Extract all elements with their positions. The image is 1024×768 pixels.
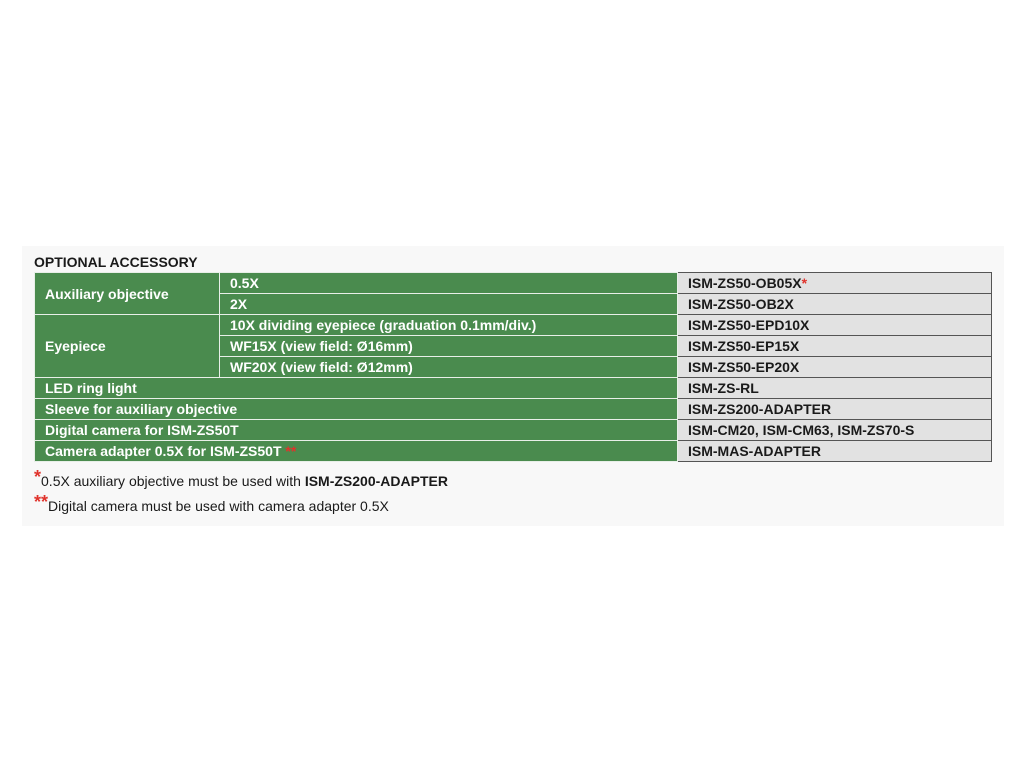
option-2x: 2X <box>220 294 678 315</box>
code-cell: ISM-ZS50-EPD10X <box>678 315 992 336</box>
row-label-led-ring-light: LED ring light <box>35 378 678 399</box>
footnote-bold-code: ISM-ZS200-ADAPTER <box>304 473 448 489</box>
asterisk-mark: * <box>801 275 808 291</box>
accessory-table <box>34 272 992 462</box>
code-cell: ISM-ZS50-EP20X <box>678 357 992 378</box>
code-cell: ISM-ZS50-OB2X <box>678 294 992 315</box>
double-asterisk-mark: ** <box>34 492 49 512</box>
footnote-1 <box>34 467 448 491</box>
table-row <box>35 441 992 462</box>
row-label-sleeve: Sleeve for auxiliary objective <box>35 399 678 420</box>
code-cell: ISM-ZS-RL <box>678 378 992 399</box>
asterisk-mark: * <box>34 467 42 487</box>
option-0.5x: 0.5X <box>220 273 678 294</box>
row-label-auxiliary-objective: Auxiliary objective <box>35 273 220 315</box>
option-wf20x: WF20X (view field: Ø12mm) <box>220 357 678 378</box>
table-row <box>35 420 992 441</box>
code-cell: ISM-ZS50-EP15X <box>678 336 992 357</box>
option-10x-dividing: 10X dividing eyepiece (graduation 0.1mm/div.) <box>220 315 678 336</box>
table-row <box>35 315 992 336</box>
double-asterisk-mark: ** <box>285 443 297 459</box>
label-text: Camera adapter 0.5X for ISM-ZS50T <box>45 443 282 459</box>
table-row <box>35 273 992 294</box>
table-row <box>35 378 992 399</box>
code-cell <box>678 273 992 294</box>
footnote-text: Digital camera must be used with camera adapter 0.5X <box>48 498 389 514</box>
row-label-eyepiece: Eyepiece <box>35 315 220 378</box>
code-cell: ISM-MAS-ADAPTER <box>678 441 992 462</box>
code-cell: ISM-CM20, ISM-CM63, ISM-ZS70-S <box>678 420 992 441</box>
code-cell: ISM-ZS200-ADAPTER <box>678 399 992 420</box>
table-row <box>35 399 992 420</box>
footnote-2 <box>34 492 389 516</box>
row-label-digital-camera: Digital camera for ISM-ZS50T <box>35 420 678 441</box>
row-label-camera-adapter <box>35 441 678 462</box>
code-text: ISM-ZS50-OB05X <box>688 275 802 291</box>
footnote-text: 0.5X auxiliary objective must be used with <box>41 473 305 489</box>
section-heading: OPTIONAL ACCESSORY <box>34 254 198 270</box>
option-wf15x: WF15X (view field: Ø16mm) <box>220 336 678 357</box>
